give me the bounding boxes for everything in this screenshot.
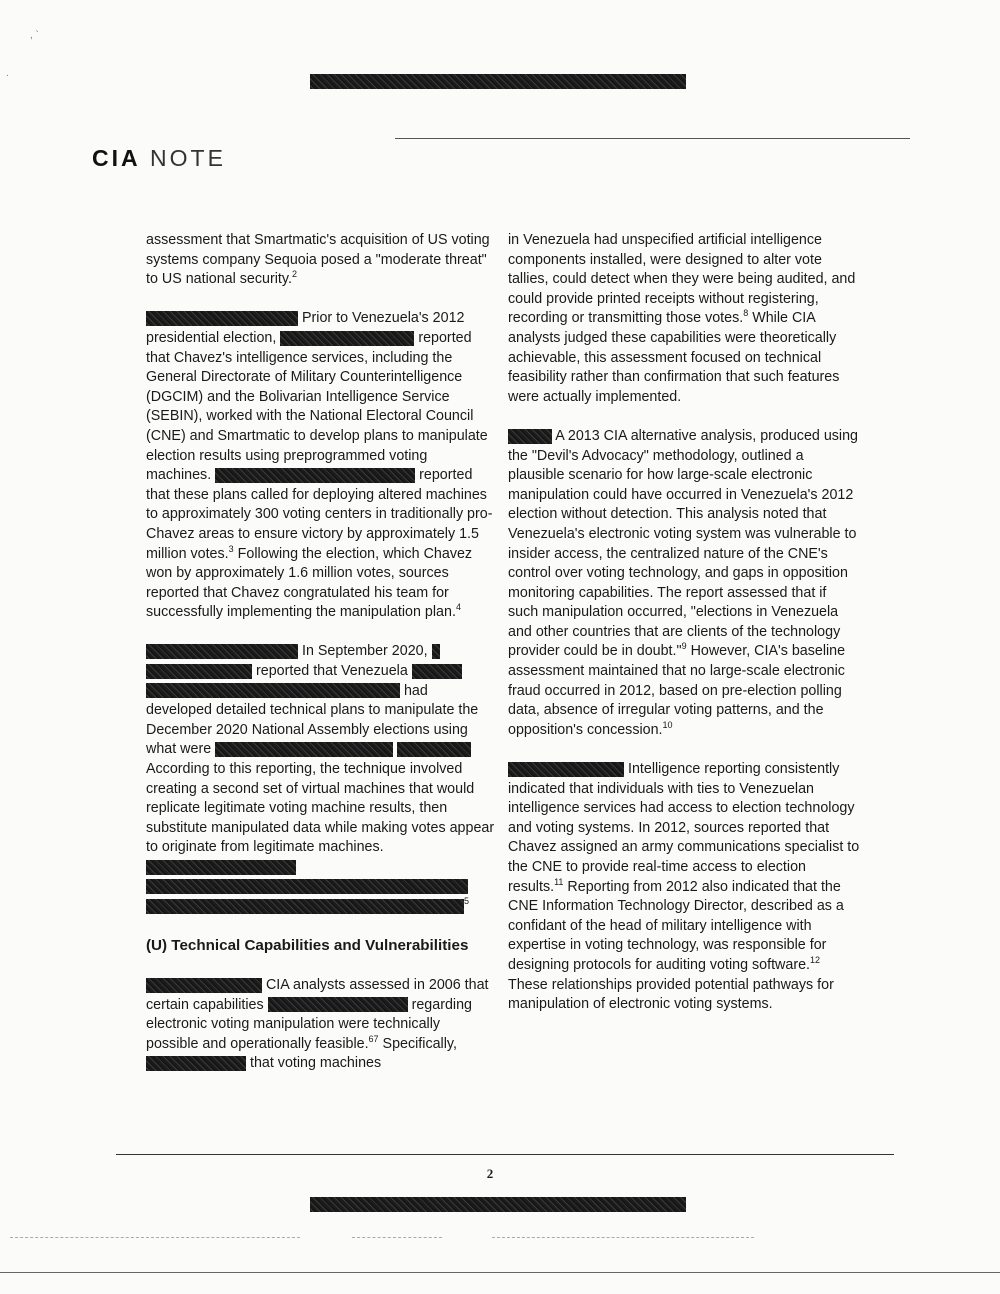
redaction-block bbox=[146, 311, 298, 326]
right-paragraph-2: A 2013 CIA alternative analysis, produced using the "Devil's Advocacy" methodology, outlined a plausible scenario for how large-scale electronic manipulation could have occurred in Venezuela's 2012 election without detection. This analysis noted that Venezuela's electronic voting system was vulnerable to insider access, the centralized nature of the CNE's control over voting technology, and gaps in opposition monitoring capabilities. The report assessed that if such manipulation occurred, "elections in Venezuela and other countries that are clients of the technology provider could be in doubt."$^9$ However, CIA's baseline assessment maintained that no large-scale electronic fraud occurred in 2012, based on pre-election polling data, absence of irregular voting patterns, and the opposition's concession.$^{10}$ bbox=[508, 427, 858, 738]
redaction-block bbox=[215, 468, 415, 483]
page-edge-line bbox=[0, 1272, 1000, 1273]
scan-mark: , ` bbox=[30, 30, 39, 41]
page-title bbox=[92, 145, 226, 172]
redaction-block bbox=[508, 429, 552, 444]
scan-artifact-line bbox=[352, 1237, 442, 1238]
top-redaction-banner bbox=[310, 74, 686, 89]
redaction-block bbox=[268, 997, 408, 1012]
page-number: 2 bbox=[486, 1166, 494, 1181]
scan-artifact-line bbox=[492, 1237, 754, 1238]
redaction-block bbox=[215, 742, 393, 757]
scan-mark: . bbox=[6, 68, 9, 79]
section-heading: (U) Technical Capabilities and Vulnerabilities bbox=[146, 937, 469, 955]
redaction-block bbox=[146, 879, 468, 894]
title-word: NOTE bbox=[150, 145, 226, 171]
left-paragraph-2: Prior to Venezuela's 2012 presidential election, reported that Chavez's intelligence services, including the General Directorate of Military Counterintelligence (DGCIM) and the Bolivarian Intelligence Service (SEBIN), worked with the National Electoral Council (CNE) and Smartmatic to develop plans to manipulate election results using preprogrammed voting machines. reported that these plans called for deploying altered machines to approximately 300 voting centers in traditionally pro-Chavez areas to ensure victory by approximately 1.5 million votes.$^3$ Following the election, which Chavez won by approximately 1.6 million votes, sources reported that Chavez congratulated his team for successfully implementing the manipulation plan.$^4$ bbox=[146, 310, 493, 621]
redaction-block bbox=[146, 644, 298, 659]
scan-artifact-line bbox=[10, 1237, 300, 1238]
right-paragraph-3: Intelligence reporting consistently indicated that individuals with ties to Venezuelan intelligence services had access to election technology and voting systems. In 2012, sources reported that Chavez assigned an army communications specialist to the CNE to provide real-time access to election results.$^{11}$ Reporting from 2012 also indicated that the CNE Information Technology Director, described as a confidant of the head of military intelligence with expertise in voting technology, was responsible for designing protocols for auditing voting software.$^{12}$ These relationships provided potential pathways for manipulation of electronic voting systems. bbox=[508, 761, 860, 1013]
redaction-block bbox=[146, 899, 464, 914]
redaction-block bbox=[432, 644, 440, 659]
left-paragraph-4: CIA analysts assessed in 2006 that certain capabilities regarding electronic voting manipulation were technically possible and operationally feasible.$^{67}$ Specifically, that voting machines bbox=[146, 976, 489, 1072]
redaction-block bbox=[146, 664, 252, 679]
left-paragraph-3: In September 2020, reported that Venezuela had developed detailed technical plans to manipulate the December 2020 National Assembly elections using what were According to this reporting, the technique involved creating a second set of virtual machines that would replicate legitimate voting machine results, then substitute manipulated data while making votes appear to originate from legitimate machines. $^5$ bbox=[146, 642, 496, 916]
left-paragraph-1: assessment that Smartmatic's acquisition of US voting systems company Sequoia posed a "moderate threat" to US national security.$^2$ bbox=[146, 232, 490, 288]
footer-rule bbox=[116, 1154, 894, 1155]
right-column bbox=[508, 231, 860, 1034]
redaction-block bbox=[146, 683, 400, 698]
redaction-block bbox=[146, 978, 262, 993]
redaction-block bbox=[508, 762, 624, 777]
header-rule bbox=[395, 138, 910, 139]
right-paragraph-1: in Venezuela had unspecified artificial intelligence components installed, were designed to alter vote tallies, could detect when they were being audited, and could provide printed receipts without registering, recording or transmitting those votes.$^8$ While CIA analysts judged these capabilities were theoretically achievable, this assessment focused on technical feasibility rather than confirmation that such features were actually implemented. bbox=[508, 232, 856, 405]
redaction-block bbox=[280, 331, 414, 346]
title-abbrev: CIA bbox=[92, 145, 141, 171]
bottom-redaction-banner bbox=[310, 1197, 686, 1212]
redaction-block bbox=[146, 1056, 246, 1071]
redaction-block bbox=[412, 664, 462, 679]
redaction-block bbox=[397, 742, 471, 757]
left-column bbox=[146, 231, 496, 1094]
redaction-block bbox=[146, 860, 296, 875]
